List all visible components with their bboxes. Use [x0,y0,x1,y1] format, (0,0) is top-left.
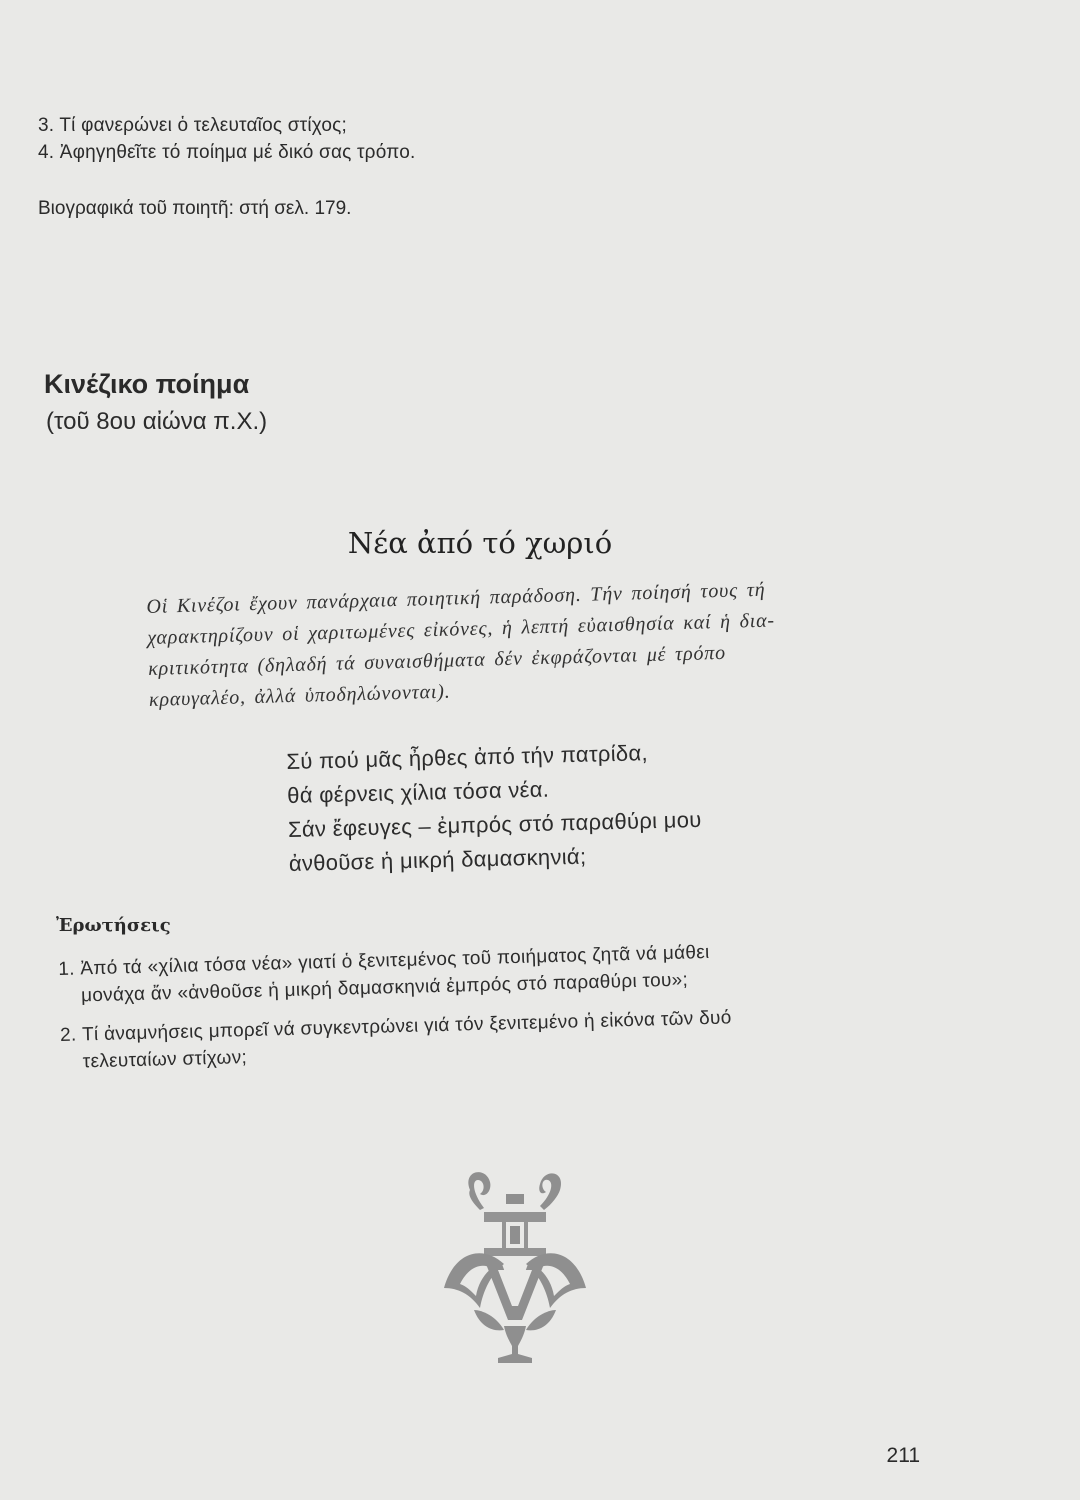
question-line: μονάχα ἄν «ἀνθοῦσε ἡ μικρή δαμασκηνιά ἐμπρός στό παραθύρι του»; [80,969,689,1007]
poem-line: Σύ πού μᾶς ἦρθες ἀπό τήν πατρίδα, [286,740,649,774]
previous-question-4: 4. Ἀφηγηθεῖτε τό ποίημα μέ δικό σας τρόπο. [38,142,416,163]
poem-line: Σάν ἔφευγες – ἐμπρός στό παραθύρι μου [287,806,702,842]
plant-ornament-icon [440,1160,590,1365]
section-subtitle: (τοῦ 8ου αἰώνα π.Χ.) [46,408,268,435]
section-title: Κινέζικο ποίημα [44,369,250,399]
question-number: 1. [58,958,76,980]
question-number: 2. [59,1024,77,1046]
intro-line: κριτικότητα (δηλαδή τά συναισθήματα δέν ἐκφράζονται μέ τρόπο [147,641,727,680]
question-line: τελευταίων στίχων; [82,1047,248,1073]
previous-questions [38,112,415,166]
question-line: Ἀπό τά «χίλια τόσα νέα» γιατί ὁ ξενιτεμένος τοῦ ποιήματος ζητᾶ νά μάθει [80,941,710,980]
questions-heading: Ἐρωτήσεις [56,915,171,936]
poem-line: θά φέρνεις χίλια τόσα νέα. [286,776,550,808]
intro-line: χαρακτηρίζουν οἱ χαριτωμένες εἰκόνες, ἡ λεπτή εὐαισθησία καί ἡ δια- [146,609,776,649]
question-line: Τί ἀναμνήσεις μπορεῖ νά συγκεντρώνει γιά τόν ξενιτεμένο ἡ εἰκόνα τῶν δυό [81,1007,732,1046]
poem-line: ἀνθοῦσε ἡ μικρή δαμασκηνιά; [288,843,587,876]
questions-list [58,933,921,1087]
poem-title: Νέα ἀπό τό χωριό [347,526,613,560]
previous-question-3: 3. Τί φανερώνει ὁ τελευταῖος στίχος; [38,115,348,136]
question-item [58,933,919,1009]
page-number: 211 [886,1444,920,1467]
question-item [60,999,921,1075]
intro-line: Οἱ Κινέζοι ἔχουν πανάρχαια ποιητική παράδοση. Τήν ποίησή τους τή [146,578,766,618]
question-text [82,1004,733,1075]
bio-reference: Βιογραφικά τοῦ ποιητῆ: στή σελ. 179. [38,198,352,219]
intro-line: κραυγαλέο, ἀλλά ὑποδηλώνονται). [148,680,451,711]
poem-intro [146,571,919,716]
question-text [80,939,711,1009]
poem-body [286,735,703,881]
